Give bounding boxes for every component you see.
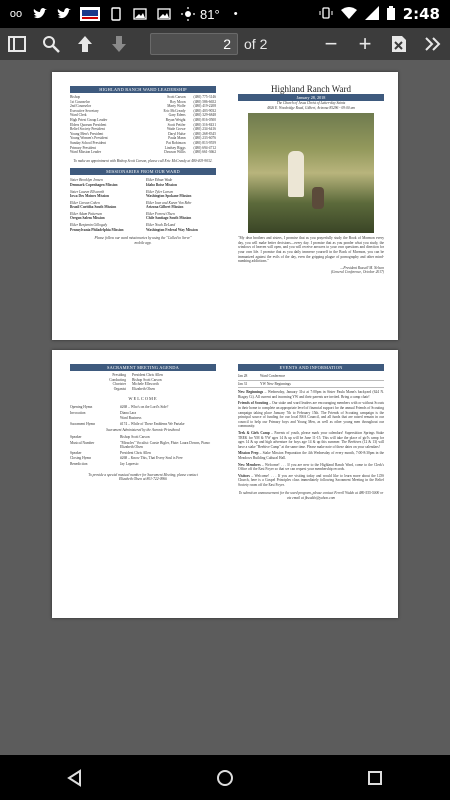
- missionary-mission: Idaho Boise Mission: [146, 182, 177, 187]
- events-header: EVENTS AND INFORMATION: [238, 364, 384, 371]
- event-date: Jan 28: [238, 374, 248, 378]
- leader-phone: (480) 694-4712: [193, 145, 216, 150]
- pdf-page-1: [52, 72, 398, 340]
- officer-role: Organist: [113, 386, 126, 391]
- program-detail: Ward Business: [120, 416, 142, 421]
- leader-phone: (480) 233-6076: [193, 136, 216, 141]
- leader-phone: (480) 661-3662: [193, 150, 216, 155]
- leader-phone: (480) 403-9032: [193, 108, 216, 113]
- program-detail: President Chris Allen: [120, 450, 151, 455]
- missionaries-list: [70, 178, 216, 232]
- leader-name: Gary Edens: [168, 113, 186, 118]
- missionary-mission: Oregon Salem Mission: [70, 216, 105, 221]
- info-heading: Trek & Girls Camp: [238, 430, 270, 435]
- officer-row: [90, 387, 216, 392]
- dot-icon: •: [233, 8, 238, 20]
- status-bar: [0, 0, 450, 28]
- missionary-mission: Pennsylvania Philadelphia Mission: [70, 227, 124, 232]
- voicemail-icon: oo: [9, 8, 23, 20]
- bulletin-date: January 28, 2018: [238, 94, 384, 101]
- zoom-out-button[interactable]: −: [324, 31, 338, 56]
- program-item: Speaker: [70, 434, 82, 439]
- missionary-item: [146, 223, 216, 232]
- program-detail: Bishop Scott Carson: [120, 434, 150, 439]
- missionary-name: Sister Brooklyn Jensen: [70, 178, 103, 183]
- quote-author: —President Russell M. Nelson: [340, 265, 384, 270]
- weather-sun-icon: [180, 7, 196, 21]
- info-text: – Stake Mission Preparation the 4th Wednesday of every month, 7:00-8:30pm in the Meadows Building Cultural Hall.: [238, 451, 384, 460]
- missionaries-note: Please follow our ward missionaries by using the "Called to Serve" mobile app.: [94, 236, 192, 245]
- info-paragraph: [238, 451, 384, 460]
- leader-name: Dawson Willis: [164, 150, 186, 155]
- info-paragraph: [238, 401, 384, 429]
- leader-phone: (480) 816-0500: [193, 117, 216, 122]
- missionary-name: Elder Benjamin Gillogaly: [70, 223, 108, 228]
- pdf-viewer[interactable]: [0, 60, 450, 755]
- events-list: [238, 373, 384, 388]
- missionary-item: [146, 201, 216, 210]
- officer-name: Elizabeth Olsen: [132, 386, 155, 391]
- battery-icon: [387, 6, 395, 23]
- signal-icon: [365, 6, 379, 23]
- more-tools-icon[interactable]: [416, 28, 450, 60]
- officer-role: Conducting: [109, 377, 126, 382]
- zoom-in-button[interactable]: +: [358, 31, 372, 56]
- ward-title: Highland Ranch Ward: [270, 84, 352, 94]
- previous-page-button[interactable]: [68, 28, 102, 60]
- program-detail: #174 – While of These Emblems We Partake: [120, 421, 185, 426]
- home-button[interactable]: [210, 763, 240, 793]
- leader-phone: (480) 329-6848: [193, 113, 216, 118]
- leader-name: Marty Wolfe: [167, 104, 186, 109]
- info-heading: Friends of Scouting: [238, 401, 269, 406]
- program-item: [70, 416, 116, 421]
- info-heading: New Members: [238, 462, 261, 467]
- address-line: 4826 E. Woodridge Road, Gilbert, Arizona 85296 - 09:00 am: [266, 105, 356, 110]
- leader-name: Eric McCready: [163, 108, 186, 113]
- program-list-2: [70, 435, 216, 467]
- twitter-icon: [32, 7, 48, 21]
- leader-role: Young Men's President: [70, 131, 104, 136]
- program-detail: Diana Lara: [120, 410, 137, 415]
- officer-name: Michele Ellsworth: [132, 382, 159, 387]
- missionary-name: Sister Lauren Ellsworth: [70, 189, 105, 194]
- excel-icon[interactable]: [382, 28, 416, 60]
- missionary-item: [70, 212, 140, 221]
- back-button[interactable]: [60, 763, 90, 793]
- vibrate-icon: [319, 6, 333, 23]
- event-row: [238, 373, 384, 381]
- church-line: The Church of Jesus Christ of Latter-day Saints: [276, 101, 346, 105]
- missionary-mission: Washington Federal Way Mission: [146, 227, 198, 232]
- info-text: – Welcome! . . . If you are new to the Highland Ranch Ward, come to the Clerk's Office off the East Foyer so that we can request your membership records.: [238, 462, 384, 472]
- program-item: Speaker: [70, 450, 82, 455]
- program-item: Closing Hymn: [70, 456, 92, 461]
- missionary-name: Elder Carson Cohen: [70, 200, 100, 205]
- leader-name: Scott Petifer: [167, 122, 186, 127]
- tablet-icon: [108, 7, 124, 21]
- quote-source: (General Conference, October 2017): [330, 270, 384, 275]
- program-detail: #268 – Who's on the Lord's Side?: [120, 404, 169, 409]
- event-row: [238, 381, 384, 389]
- leader-role: Relief Society President: [70, 127, 105, 132]
- missionary-item: [146, 178, 216, 187]
- image-icon: [132, 7, 148, 21]
- leader-role: Primary President: [70, 145, 96, 150]
- missionary-mission: Chile Santiago South Mission: [146, 216, 192, 221]
- info-paragraph: [238, 390, 384, 399]
- missionary-item: [70, 201, 140, 210]
- leader-phone: (480) 316-8431: [193, 122, 216, 127]
- event-name: Ward Conference: [260, 374, 286, 378]
- system-nav-bar: [0, 755, 450, 800]
- search-icon[interactable]: [34, 28, 68, 60]
- page-count: of 2: [244, 36, 268, 52]
- missionary-name: Elder Ethan Wade: [146, 178, 173, 183]
- fox-news-icon: [80, 7, 100, 21]
- next-page-button[interactable]: [102, 28, 136, 60]
- missionary-name: Elder Noah DeLand: [146, 223, 176, 228]
- leader-row: [70, 150, 216, 155]
- program-list: [70, 405, 216, 426]
- missionary-mission: Arizona Gilbert Mission: [146, 205, 184, 210]
- event-name: YW New Beginnings: [260, 381, 291, 386]
- cover-column: [238, 84, 384, 275]
- leadership-header: HIGHLAND RANCH WARD LEADERSHIP: [70, 86, 216, 93]
- info-text: – Parents of youth, please mark your calendars! Superstition Springs Stake TREK for YM & YW ages 14 & up will be June 11-15. This will take the place of girl's camp for ages 14 & up and high adventure for boys age 14 & up this summer. The Beehives (12 & 13) will have a stake "Beehive Camp" at the same time. Please make note of these dates on your calendars!: [238, 430, 384, 449]
- missionary-mission: Denmark Copenhagen Mission: [70, 182, 118, 187]
- leader-phone: (480) 586-6652: [193, 99, 216, 104]
- leader-role: 2nd Counselor: [70, 104, 92, 109]
- page-number-input[interactable]: 2: [150, 33, 238, 55]
- leader-role: Young Women's President: [70, 136, 108, 141]
- sacrament-note: Sacrament Administered by the Aaronic Priesthood: [106, 428, 180, 433]
- leader-name: Scott Carson: [167, 95, 186, 99]
- welcome-heading: WELCOME: [128, 396, 158, 402]
- cover-painting: [248, 113, 374, 233]
- program-detail: "Miracles" Vocalist: Cassie Bigler, Flute: Laura Downs, Piano: Elizabeth Olsen: [120, 440, 211, 450]
- missionary-name: Elder Tyler Larsen: [146, 189, 174, 194]
- leader-role: Ward Clerk: [70, 113, 87, 118]
- program-item: Opening Hymn: [70, 404, 93, 409]
- program-detail: Jay Lopresio: [120, 461, 139, 466]
- leadership-list: [70, 95, 216, 155]
- event-date: Jan 31: [238, 381, 248, 386]
- leadership-note: To make an appointment with Bishop Scott Carson, please call Eric McCready at 480-403-9032.: [73, 158, 213, 163]
- agenda-column: [70, 364, 216, 482]
- program-item: Sacrament Hymn: [70, 421, 96, 426]
- leader-phone: (480) 268-8345: [193, 131, 216, 136]
- missionary-item: [146, 190, 216, 199]
- info-text: – Wednesday, January 31st at 7:00pm in Sister Paula Mann's backyard (624 N. Riagay Ct). All current and incoming YW and their parents are invited. Bring a camp chair!: [238, 390, 385, 399]
- leader-phone: (480) 813-9559: [193, 140, 216, 145]
- officer-name: Bishop Scott Carson: [132, 377, 162, 382]
- missionary-name: Elder Adam Patterson: [70, 211, 103, 216]
- info-heading: New Beginnings: [238, 390, 264, 395]
- leader-name: Wade Crowe: [166, 127, 186, 132]
- missionary-item: [70, 223, 140, 232]
- leader-role: Elders Quorum President: [70, 122, 107, 127]
- missionary-name: Elder Ivan and Karen Von Behr: [146, 200, 192, 205]
- image-icon: [156, 7, 172, 21]
- leader-name: Roy Moon: [170, 99, 186, 104]
- leader-phone: (480) 775-3146: [193, 95, 216, 99]
- info-paragraph: [238, 463, 384, 472]
- officer-role: Presiding: [112, 373, 126, 377]
- twitter-icon: [56, 7, 72, 21]
- program-item: Benediction: [70, 461, 88, 466]
- leader-name: Lindsey Riggs: [164, 145, 186, 150]
- leader-role: Ward Mission Leader: [70, 150, 102, 155]
- leader-phone: (480) 234-6416: [193, 127, 216, 132]
- events-column: [238, 364, 384, 501]
- info-paragraph: [238, 474, 384, 488]
- leader-name: Pat Robinson: [166, 140, 186, 145]
- leadership-column: [70, 86, 216, 245]
- clock: 2:48: [402, 5, 440, 23]
- info-heading: Visitors: [238, 473, 250, 478]
- officer-name: President Chris Allen: [132, 373, 163, 377]
- info-heading: Mission Prep: [238, 451, 259, 456]
- leader-role: High Priest Group Leader: [70, 117, 108, 122]
- officer-role: Chorister: [112, 382, 126, 387]
- missionary-item: [70, 178, 140, 187]
- events-note: To submit an announcement for the ward program, please contact Ferrell Waldo at 480-555-5000 or via email at fkwaldo@yahoo.com: [238, 491, 384, 501]
- missionary-mission: Iowa Des Moines Mission: [70, 194, 110, 199]
- wifi-icon: [341, 6, 357, 23]
- missionary-name: Elder Forrest Olsen: [146, 211, 175, 216]
- leader-role: Bishop: [70, 95, 81, 99]
- missionary-item: [70, 190, 140, 199]
- program-item: Musical Number: [70, 440, 95, 445]
- info-text: – Our stake and ward leaders are encouraging members with or without Scouts in their home to complete an appropriate level of financial support for the annual Friends of Scouting campaign taking place January 7th to February 15th. The Friends of Scouting campaign is the principal source of funding for our local BSA Council, and all funds that are raised remain in our council to help our Primary boys and Young Men, as well as other young men throughout our community.: [238, 401, 385, 429]
- leader-name: Bryan Weight: [165, 117, 186, 122]
- info-paragraph: [238, 431, 384, 449]
- info-list: [238, 390, 384, 487]
- missionaries-header: MISSIONARIES FROM OUR WARD: [70, 168, 216, 175]
- sidebar-toggle-icon[interactable]: [0, 28, 34, 60]
- leader-name: Paula Mann: [168, 136, 186, 141]
- info-text: – Welcome! . . . If you are visiting today and would like to learn more about the LDS Church, here is a Gospel Principles class immediately following Sacrament Meeting in the Relief Society room off the East Foyer.: [238, 473, 384, 487]
- officers-list: [90, 373, 216, 391]
- program-item: Invocation: [70, 410, 86, 415]
- missionary-mission: Brazil Curitiba South Mission: [70, 205, 117, 210]
- leader-role: Executive Secretary: [70, 108, 99, 113]
- program-detail: #268 – Know This, That Every Soul is Free: [120, 456, 183, 461]
- temperature: 81°: [200, 6, 220, 22]
- leader-role: Sunday School President: [70, 140, 106, 145]
- pdf-toolbar: [0, 28, 450, 60]
- leader-phone: (480) 419-2208: [193, 104, 216, 109]
- missionary-item: [146, 212, 216, 221]
- cover-quote: "My dear brothers and sisters, I promise that as you prayerfully study the Book of Mormon every day, you will make better decisions—every day. I promise that as you ponder what you study, the windows of heaven will open, and you will receive answers to your own questions and direction for your own life. I promise that as you daily immerse yourself in the Book of Mormon, you can be immunized against the evils of the day, even the gripping plague of pornography and other mind-numbing addictions.": [238, 236, 384, 264]
- leader-role: 1st Counselor: [70, 99, 90, 104]
- recents-button[interactable]: [360, 763, 390, 793]
- leader-name: Daryl Hulse: [168, 131, 186, 136]
- agenda-header: SACRAMENT MEETING AGENDA: [70, 364, 216, 371]
- pdf-page-2: [52, 350, 398, 618]
- agenda-note: To provide a special musical number for Sacrament Meeting, please contact Elizabeth Olsen at 801-722-0966: [88, 472, 198, 482]
- missionary-mission: Washington Spokane Mission: [146, 194, 192, 199]
